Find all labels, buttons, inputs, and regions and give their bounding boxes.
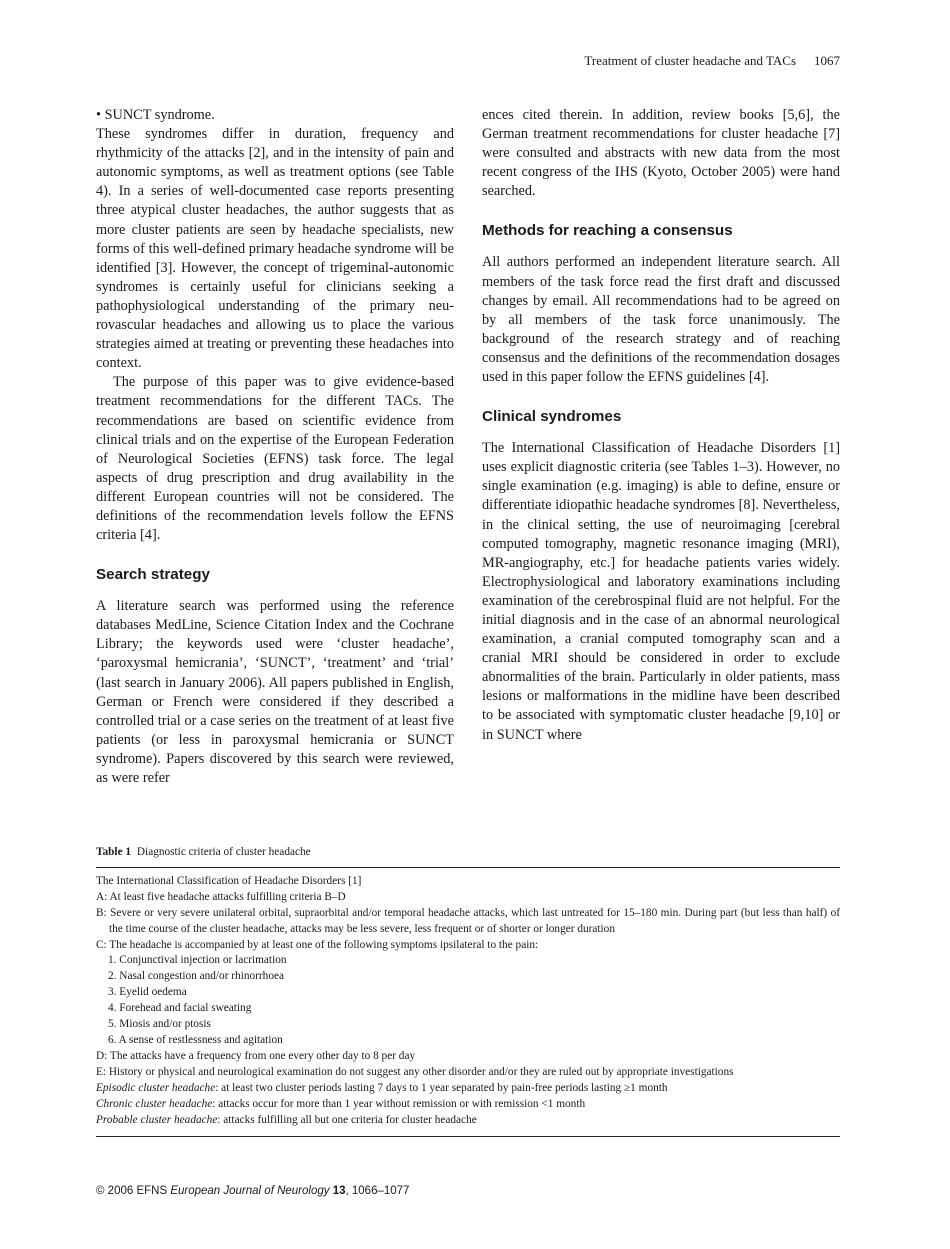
symptom-item: 3. Eyelid oedema — [108, 986, 187, 999]
footer — [96, 1185, 409, 1197]
table-caption — [96, 845, 840, 861]
table-bottom-rule — [96, 1136, 840, 1137]
heading-consensus: Methods for reaching a consensus — [482, 222, 733, 240]
heading-clinical-syndromes: Clinical syndromes — [482, 408, 622, 426]
table-label: Table 1 — [96, 846, 132, 858]
paragraph-purpose: The purpose of this paper was to give evidence-based treatment recommendations for the different TACs. The recommendations are based on scientific evidence from clinical trials and on the expertise of the European Federation of Neurological Societies (EFNS) task force. The legal aspects of drug prescription and drug availability in the different European countries will not be considered. The definitions of the recommendation levels follow the EFNS criteria [4]. — [96, 374, 454, 544]
symptom-item: 2. Nasal congestion and/or rhinorrhoea — [108, 970, 284, 983]
symptom-item: 4. Forehead and facial sweating — [108, 1002, 252, 1015]
bullet-sunct: • SUNCT syndrome. — [96, 107, 215, 123]
paragraph-references: ences cited therein. In addition, review books [5,6], the German treatment recommendations for cluster headache [7] were consulted and abstracts with new data from the most recent congress of the IHS (Kyoto, October 2005) were hand searched. — [482, 107, 840, 200]
episodic-definition — [96, 1081, 840, 1097]
probable-definition — [96, 1113, 840, 1129]
table-source: The International Classification of Headache Disorders [1] — [96, 874, 362, 887]
page-number: 1067 — [814, 53, 840, 68]
table-title: Diagnostic criteria of cluster headache — [136, 846, 311, 858]
symptom-item: 5. Miosis and/or ptosis — [108, 1018, 211, 1031]
chronic-term: Chronic cluster headache — [96, 1097, 213, 1110]
heading-search-strategy: Search strategy — [96, 566, 210, 584]
running-title: Treatment of cluster headache and TACs — [584, 53, 796, 68]
paragraph-search: A literature search was performed using the reference databases MedLine, Science Citation Index and the Cochrane Library; the keywords used were ‘cluster headache’, ‘paroxysmal hemicrania’, ‘SUNCT’, ‘treatment’ and ‘trial’ (last search in January 2006). All papers published in English, German or French were considered if they described a controlled trial or a case series on the treatment of at least five patients (or less in paroxysmal hemicrania or SUNCT syndrome). Papers discovered by this search were reviewed, as were refer — [96, 598, 454, 786]
running-head — [584, 53, 840, 69]
criterion-a: A: At least five headache attacks fulfilling criteria B–D — [96, 890, 346, 903]
left-column — [96, 106, 454, 788]
paragraph-clinical: The International Classification of Headache Disorders [1] uses explicit diagnostic criteria (see Tables 1–3). However, no single examination (e.g. imaging) is able to define, ensure or differentiate idiopathic headache syndromes [8]. Nevertheless, in the clinical setting, the use of neuroimaging [cerebral computed tomography, magnetic resonance imaging (MRI), MR-angiography, etc.] for headache patients varies widely. Electrophysiological and laboratory examinations including examination of the cerebrospinal fluid are not helpful. For the initial diagnosis and in the case of an abnormal neurological examination, a cranial computed tomography scan and a cranial MRI should be considered in order to exclude abnormalities of the brain. Particularly in older patients, mass lesions or malformations in the midline have been described to be associated with symptomatic cluster headache [9,10] or in SUNCT where — [482, 440, 840, 743]
footer-pages: , 1066–1077 — [345, 1185, 410, 1197]
table-1 — [96, 845, 840, 1137]
footer-volume: 13 — [329, 1185, 346, 1197]
criterion-c: C: The headache is accompanied by at least one of the following symptoms ipsilateral to the pain: — [96, 938, 539, 951]
chronic-definition — [96, 1097, 840, 1113]
footer-journal: European Journal of Neurology — [170, 1185, 330, 1197]
probable-term: Probable cluster headache — [96, 1113, 218, 1126]
probable-text: : attacks fulfilling all but one criteria for cluster headache — [217, 1113, 477, 1126]
chronic-text: : attacks occur for more than 1 year without remission or with remission <1 month — [212, 1097, 586, 1110]
episodic-term: Episodic cluster headache — [96, 1081, 216, 1094]
paragraph-syndromes: These syndromes differ in duration, frequency and rhythmicity of the attacks [2], and in the intensity of pain and autonomic symptoms, as well as treatment options (see Table 4). In a series of well-documented case reports presenting three atypical cluster headaches, the author suggests that as more cluster patients are seen by headache specialists, new forms of this well-defined primary headache syndrome will be identified [3]. However, the concept of trigeminal-autonomic syndromes is certainly useful for clinicians seeking a pathophysiological understanding of the primary neurovascular headaches and allowing us to place the various strategies aimed at treating or preventing these headaches into context. — [96, 126, 454, 372]
episodic-text: : at least two cluster periods lasting 7 days to 1 year separated by pain-free periods lasting ≥1 month — [215, 1081, 668, 1094]
symptom-item: 1. Conjunctival injection or lacrimation — [108, 954, 287, 967]
criterion-b: B: Severe or very severe unilateral orbital, supraorbital and/or temporal headache attacks, which last untreated for 15–180 min. During part (but less than half) of the time course of the cluster headache, attacks may be less severe, less frequent or of shorter or longer duration — [96, 906, 840, 935]
table-top-rule — [96, 867, 840, 868]
criterion-e: E: History or physical and neurological examination do not suggest any other disorder and/or they are ruled out by appropriate investigations — [96, 1065, 734, 1078]
symptom-item: 6. A sense of restlessness and agitation — [108, 1033, 283, 1046]
right-column — [482, 106, 840, 745]
footer-copyright: © 2006 EFNS — [96, 1185, 171, 1197]
paragraph-consensus: All authors performed an independent literature search. All members of the task force read the first draft and discussed changes by email. All recommendations had to be agreed on by all members of the task force unanimously. The background of the research strategy and of reaching consensus and the definitions of the recommendation dosages used in this paper follow the EFNS guidelines [4]. — [482, 254, 840, 386]
criterion-d: D: The attacks have a frequency from one every other day to 8 per day — [96, 1049, 416, 1062]
